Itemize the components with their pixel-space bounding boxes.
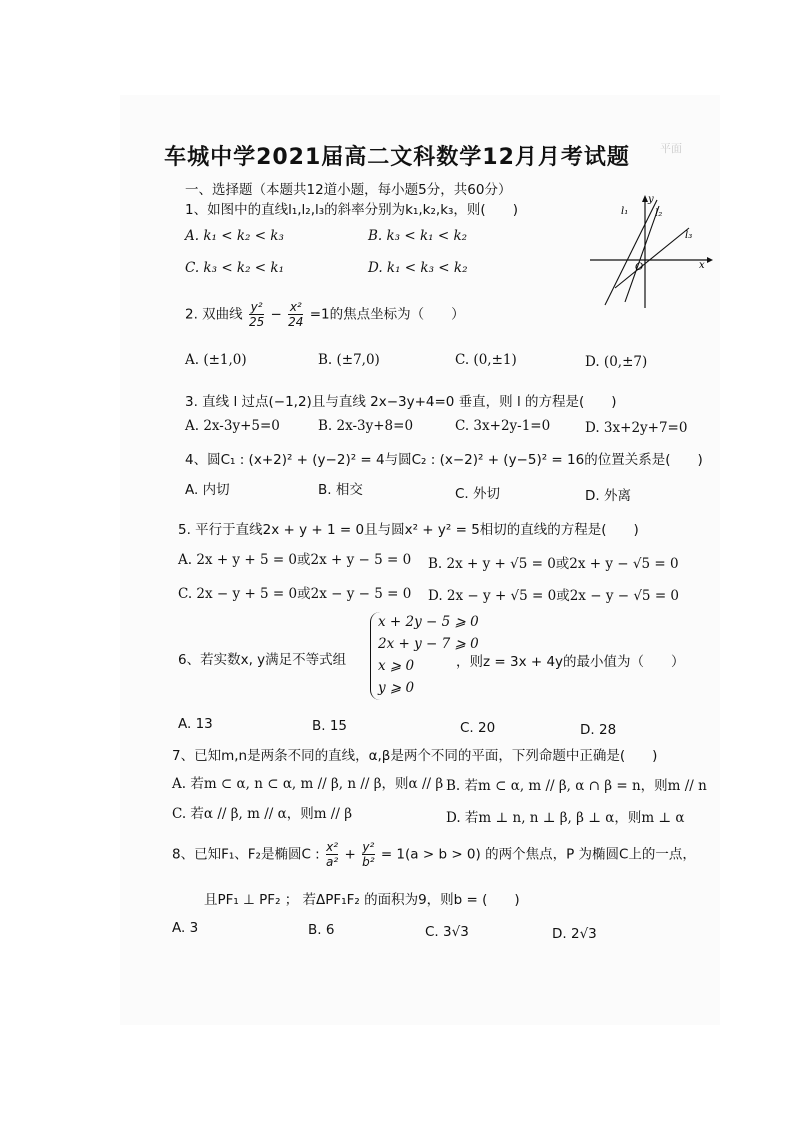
q1-option-b[interactable]: B. k₃ < k₁ < k₂	[368, 228, 468, 244]
constraint-2: 2x + y − 7 ⩾ 0	[378, 636, 479, 652]
q1-line-figure	[585, 190, 715, 315]
q5-option-d[interactable]: D. 2x − y + √5 = 0或2x − y − √5 = 0	[428, 588, 680, 604]
q6-option-c[interactable]: C. 20	[460, 720, 496, 736]
question-1-stem: 1、如图中的直线l₁,l₂,l₃的斜率分别为k₁,k₂,k₃，则( )	[185, 202, 518, 218]
question-3-stem: 3. 直线 l 过点(−1,2)且与直线 2x−3y+4=0 垂直，则 l 的方程是( )	[185, 394, 617, 410]
question-4-stem: 4、圆C₁ : (x+2)² + (y−2)² = 4与圆C₂ : (x−2)² + (y−5)² = 16的位置关系是( )	[185, 452, 703, 468]
q7-option-a[interactable]: A. 若m ⊂ α, n ⊂ α, m // β, n // β，则α // β	[172, 776, 444, 792]
l3-label: l₃	[685, 230, 693, 241]
q8-option-b[interactable]: B. 6	[308, 922, 335, 938]
q8-option-a[interactable]: A. 3	[172, 920, 199, 936]
q6-option-a[interactable]: A. 13	[178, 716, 213, 732]
q4-option-d[interactable]: D. 外离	[585, 488, 631, 504]
l1-label: l₁	[621, 206, 629, 217]
q3-option-c[interactable]: C. 3x+2y-1=0	[455, 418, 551, 434]
q7-option-b[interactable]: B. 若m ⊂ α, m // β, α ∩ β = n，则m // n	[446, 778, 707, 794]
q2-option-c[interactable]: C. (0,±1)	[455, 352, 517, 368]
q8-fraction-1: $\frac{\text{x²}}{\text{a²}}$	[326, 840, 339, 869]
q5-option-c[interactable]: C. 2x − y + 5 = 0或2x − y − 5 = 0	[178, 586, 412, 602]
q8-option-d[interactable]: D. 2√3	[552, 926, 597, 942]
q7-option-c[interactable]: C. 若α // β, m // α，则m // β	[172, 806, 352, 822]
constraint-3: x ⩾ 0	[378, 658, 415, 674]
line-l1	[605, 200, 657, 305]
q2-option-a[interactable]: A. (±1,0)	[185, 352, 247, 368]
line-l3	[615, 228, 689, 288]
q2-fraction-2: $\frac{\text{x²}}{24}$	[288, 300, 304, 329]
q8-prefix: 8、已知F₁、F₂是椭圆C :	[172, 846, 320, 863]
question-6-suffix: ，则z = 3x + 4y的最小值为（ ）	[456, 654, 685, 670]
question-6-prefix: 6、若实数x, y满足不等式组	[178, 652, 347, 668]
origin-label: O	[635, 262, 644, 273]
q2-option-d[interactable]: D. (0,±7)	[585, 354, 648, 370]
bleed-text: 平面	[660, 142, 682, 155]
l2-label: l₂	[655, 208, 663, 219]
q1-option-d[interactable]: D. k₁ < k₃ < k₂	[368, 260, 468, 276]
q5-option-b[interactable]: B. 2x + y + √5 = 0或2x + y − √5 = 0	[428, 556, 679, 572]
constraint-4: y ⩾ 0	[378, 680, 415, 696]
q8-fraction-2: $\frac{\text{y²}}{\text{b²}}$	[362, 840, 375, 869]
question-8-line2: 且PF₁ ⊥ PF₂ ； 若ΔPF₁F₂ 的面积为9，则b = ( )	[204, 892, 520, 908]
q1-option-c[interactable]: C. k₃ < k₂ < k₁	[185, 260, 284, 276]
exam-title: 车城中学2021届高二文科数学12月月考试题	[164, 145, 630, 170]
q4-option-b[interactable]: B. 相交	[318, 482, 363, 498]
question-5-stem: 5. 平行于直线2x + y + 1 = 0且与圆x² + y² = 5相切的直线的方程是( )	[178, 522, 639, 538]
q3-option-a[interactable]: A. 2x-3y+5=0	[185, 418, 280, 434]
q2-fraction-1: $\frac{\text{y²}}{25}$	[248, 300, 265, 329]
section-heading: 一、选择题（本题共12道小题，每小题5分，共60分）	[185, 182, 512, 198]
question-7-stem: 7、已知m,n是两条不同的直线，α,β是两个不同的平面，下列命题中正确是( )	[172, 748, 658, 764]
q4-option-c[interactable]: C. 外切	[455, 486, 501, 502]
q2-prefix: 2. 双曲线	[185, 306, 243, 323]
q1-option-a[interactable]: A. k₁ < k₂ < k₃	[185, 228, 284, 244]
q3-option-d[interactable]: D. 3x+2y+7=0	[585, 420, 688, 436]
q4-option-a[interactable]: A. 内切	[185, 482, 230, 498]
q3-option-b[interactable]: B. 2x-3y+8=0	[318, 418, 414, 434]
q7-option-d[interactable]: D. 若m ⊥ n, n ⊥ β, β ⊥ α，则m ⊥ α	[446, 810, 685, 826]
q2-option-b[interactable]: B. (±7,0)	[318, 352, 380, 368]
q2-suffix: =1的焦点坐标为（ ）	[309, 306, 465, 323]
y-label: y	[648, 194, 654, 205]
q5-option-a[interactable]: A. 2x + y + 5 = 0或2x + y − 5 = 0	[178, 552, 412, 568]
question-2-stem: 2. 双曲线 $\frac{\text{y²}}{25}$ − $\frac{\text{x²}}{24}$ =1的焦点坐标为（ ）	[185, 300, 465, 329]
q6-option-b[interactable]: B. 15	[312, 718, 348, 734]
x-label: x	[699, 260, 705, 271]
q8-mid: = 1(a > b > 0) 的两个焦点，P 为椭圆C上的一点，	[380, 846, 696, 863]
q6-option-d[interactable]: D. 28	[580, 722, 617, 738]
q8-option-c[interactable]: C. 3√3	[425, 924, 469, 940]
constraint-1: x + 2y − 5 ⩾ 0	[378, 614, 479, 630]
question-8-stem: 8、已知F₁、F₂是椭圆C : $\frac{\text{x²}}{\text{a²}}$ + $\frac{\text{y²}}{\text{b²}}$ = 1(a > b > 0) 的两个焦点，P 为椭圆C上的一点，	[172, 840, 696, 869]
